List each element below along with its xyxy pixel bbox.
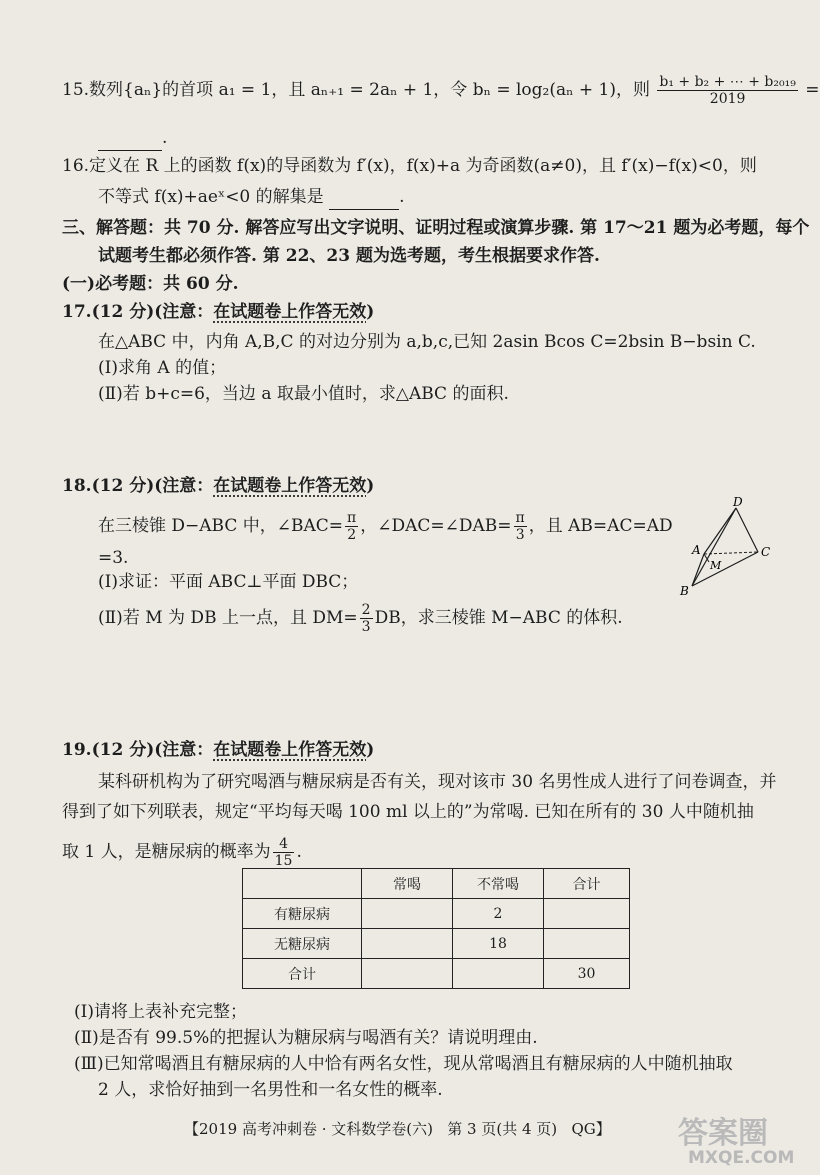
- watermark-logo: 答案圈: [678, 1116, 768, 1151]
- section3-line2: 试题考生都必须作答. 第 22、23 题为选考题，考生根据要求作答.: [98, 246, 600, 266]
- table-cell: [544, 929, 630, 959]
- table-cell: [362, 899, 453, 929]
- q15-number: 15.: [62, 80, 90, 100]
- footer-code: QG】: [571, 1120, 611, 1138]
- q17-line1: 在△ABC 中，内角 A,B,C 的对边分别为 a,b,c,已知 2asin Bcos C=2bsin B−bsin C.: [98, 332, 756, 352]
- q17-part2: (Ⅱ)若 b+c=6，当边 a 取最小值时，求△ABC 的面积.: [98, 384, 509, 404]
- q18-frac2-num: π: [515, 510, 525, 526]
- table-cell: 合计: [243, 959, 362, 989]
- q16-line1: 16.定义在 R 上的函数 f(x)的导函数为 f′(x)，f(x)+a 为奇函数(a≠0)，且 f′(x)−f(x)<0，则: [62, 156, 757, 176]
- q19-part3-line2: 2 人，求恰好抽到一名男性和一名女性的概率.: [98, 1080, 443, 1100]
- q18-frac-2-3: [360, 602, 373, 635]
- q19-head: 19.(12 分)(注意：: [62, 740, 214, 760]
- table-cell: 无糖尿病: [243, 929, 362, 959]
- q18-part2: [98, 602, 623, 635]
- q15-answer-blank: [98, 126, 162, 151]
- label-A: A: [692, 543, 701, 557]
- q19-line3-a: 取 1 人，是糖尿病的概率为: [62, 842, 271, 862]
- q15-line1: [62, 74, 820, 107]
- q17-part1: (Ⅰ)求角 A 的值；: [98, 358, 227, 378]
- q18-text-b: ，∠DAC=∠DAB=: [360, 516, 512, 536]
- watermark-url: MXQE.COM: [688, 1148, 795, 1168]
- table-cell: 有糖尿病: [243, 899, 362, 929]
- q15-equals: =: [805, 80, 820, 100]
- q18-text-c: ，且 AB=AC=AD: [528, 516, 673, 536]
- table-cell: 30: [544, 959, 630, 989]
- table-header-cell: [243, 869, 362, 899]
- table-header-cell: 合计: [544, 869, 630, 899]
- q18-line1: [98, 510, 673, 543]
- q15-frac-numerator: b₁ + b₂ + ⋯ + b₂₀₁₉: [659, 74, 796, 90]
- q18-part2-b: DB，求三棱锥 M−ABC 的体积.: [374, 608, 623, 628]
- table-cell: [453, 959, 544, 989]
- section3-line3: (一)必考题：共 60 分.: [62, 274, 239, 294]
- q18-text-a: 在三棱锥 D−ABC 中，∠BAC=: [98, 516, 344, 536]
- q18-frac3-den: 3: [361, 619, 371, 635]
- q19-part2: (Ⅱ)是否有 99.5%的把握认为糖尿病与喝酒有关？请说明理由.: [74, 1028, 538, 1048]
- table-cell: [362, 929, 453, 959]
- q18-frac1-den: 2: [347, 527, 357, 543]
- q19-notice: 在试题卷上作答无效: [213, 740, 367, 760]
- q16-answer-blank: [329, 185, 399, 210]
- q18-frac2-den: 3: [515, 527, 525, 543]
- q15-text: 数列{aₙ}的首项 a₁ = 1，且 aₙ₊₁ = 2aₙ + 1，令 bₙ = log₂(aₙ + 1)，则: [89, 80, 650, 100]
- q15-line2: [98, 126, 167, 151]
- q16-line2: [98, 185, 404, 210]
- table-cell: 18: [453, 929, 544, 959]
- footer-title: 【2019 高考冲刺卷 · 文科数学卷(六): [184, 1120, 433, 1138]
- q19-close: ): [366, 740, 375, 760]
- q15-fraction: [657, 74, 797, 107]
- table-header-row: [243, 869, 630, 899]
- q18-notice: 在试题卷上作答无效: [213, 476, 367, 496]
- edge-DC: [736, 508, 758, 552]
- q18-frac-pi-3: [514, 510, 527, 543]
- q18-close: ): [366, 476, 375, 496]
- q17-heading: [62, 300, 374, 324]
- q19-part3-line1: (Ⅲ)已知常喝酒且有糖尿病的人中恰有两名女性，现从常喝酒且有糖尿病的人中随机抽取: [74, 1054, 733, 1074]
- q19-line3-b: .: [296, 842, 302, 862]
- table-cell: [544, 899, 630, 929]
- table-cell: [362, 959, 453, 989]
- table-row: [243, 899, 630, 929]
- table-row: [243, 959, 630, 989]
- q19-line1: 某科研机构为了研究喝酒与糖尿病是否有关，现对该市 30 名男性成人进行了问卷调查，并: [98, 772, 777, 792]
- q19-line2: 得到了如下列联表，规定“平均每天喝 100 ml 以上的”为常喝. 已知在所有的 30 人中随机抽: [62, 802, 754, 822]
- q19-line3: [62, 836, 302, 869]
- table-header-cell: 不常喝: [453, 869, 544, 899]
- table-header-cell: 常喝: [362, 869, 453, 899]
- q16-end: .: [399, 187, 405, 207]
- q18-part2-a: (Ⅱ)若 M 为 DB 上一点，且 DM=: [98, 608, 358, 628]
- label-B: B: [680, 584, 689, 598]
- table-row: [243, 929, 630, 959]
- label-M: M: [710, 559, 722, 572]
- q18-part1: (Ⅰ)求证：平面 ABC⊥平面 DBC；: [98, 572, 359, 592]
- q15-end: .: [162, 128, 168, 148]
- q17-close: ): [366, 302, 375, 322]
- edge-DA: [704, 508, 736, 554]
- page-footer: [184, 1118, 611, 1139]
- q18-line2: =3.: [98, 548, 129, 568]
- section3-line1: 三、解答题：共 70 分. 解答应写出文字说明、证明过程或演算步骤. 第 17～21 题为必考题，每个: [62, 218, 810, 238]
- tetrahedron-diagram: [676, 496, 788, 600]
- q17-notice: 在试题卷上作答无效: [213, 302, 367, 322]
- q19-part1: (Ⅰ)请将上表补充完整；: [74, 1002, 247, 1022]
- q18-frac-pi-2: [345, 510, 358, 543]
- label-D: D: [733, 495, 743, 509]
- q18-frac3-num: 2: [361, 602, 371, 618]
- q18-head: 18.(12 分)(注意：: [62, 476, 214, 496]
- q19-frac-4-15: [273, 836, 295, 869]
- q19-frac-den: 15: [274, 853, 293, 869]
- q19-heading: [62, 738, 374, 762]
- edge-AC: [704, 552, 758, 554]
- q16-prompt: 不等式 f(x)+aeˣ<0 的解集是: [98, 187, 324, 207]
- q17-head: 17.(12 分)(注意：: [62, 302, 214, 322]
- label-C: C: [761, 545, 771, 559]
- footer-page-number: 第 3 页(共 4 页): [447, 1120, 558, 1138]
- contingency-table: [242, 868, 630, 989]
- q18-heading: [62, 474, 374, 498]
- q19-frac-num: 4: [273, 836, 295, 853]
- table-cell: 2: [453, 899, 544, 929]
- q15-frac-denominator: 2019: [709, 91, 746, 107]
- q18-frac1-num: π: [347, 510, 357, 526]
